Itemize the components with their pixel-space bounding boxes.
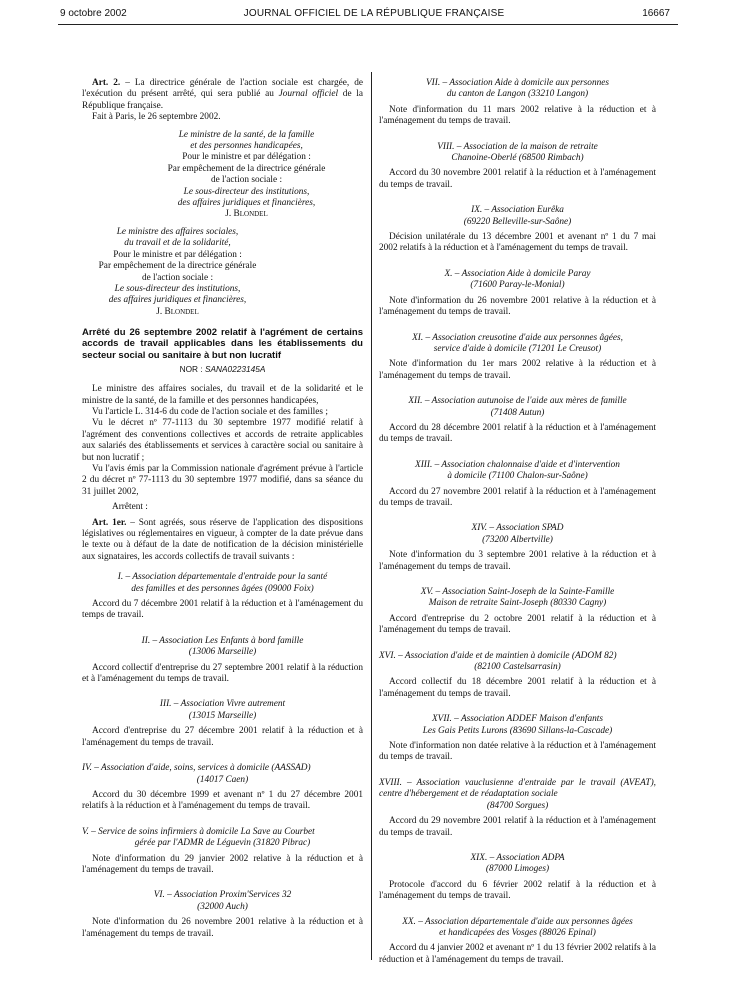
article-1-text: – Sont agréés, sous réserve de l'application des dispositions législatives ou réglementaires en vigueur, à compter de la date prévue dans le texte ou à défaut de la date de notification de la décision ministérielle aux signataires, les accords collectifs de travail suivants : — [82, 517, 363, 562]
left-entries-list — [82, 572, 363, 940]
entry-title: II. – Association Les Enfants à bord famille — [141, 635, 304, 646]
list-item — [82, 699, 363, 749]
entry-text: Accord du 4 janvier 2002 et avenant nº 1 du 13 février 2002 relatifs à la réduction et à l'aménagement du temps de travail. — [379, 943, 656, 965]
signature-block-2 — [82, 227, 273, 318]
entry-location: des familles et des personnes âgées (09000 Foix) — [131, 583, 314, 594]
entry-title: IX. – Association Eurêka — [471, 205, 564, 216]
entry-text: Note d'information du 1er mars 2002 relative à la réduction et à l'aménagement du temps de travail. — [379, 359, 656, 381]
header-rule — [58, 24, 678, 25]
entry-location: (71408 Autun) — [490, 407, 545, 418]
journal-officiel-ref: Journal officiel — [278, 89, 339, 100]
entry-title: V. – Service de soins infirmiers à domicile La Save au Courbet — [82, 826, 315, 837]
list-item — [82, 890, 363, 940]
sig1-name: J. Blondel — [225, 209, 268, 220]
entry-title: IV. – Association d'aide, soins, services à domicile (AASSAD) — [82, 763, 311, 774]
article-2-end: de la République française. — [82, 89, 363, 111]
entry-title: XX. – Association départementale d'aide aux personnes âgées — [402, 916, 633, 927]
entry-location: du canton de Langon (33210 Langon) — [446, 89, 589, 100]
list-item — [82, 827, 363, 877]
entry-text: Note d'information du 11 mars 2002 relative à la réduction et à l'aménagement du temps de travail. — [379, 104, 656, 127]
entry-text: Note d'information du 29 janvier 2002 relative à la réduction et à l'aménagement du temps de travail. — [82, 853, 363, 875]
sig2-sous-directeur-1: Le sous-directeur des institutions, — [114, 283, 241, 294]
entry-location: gérée par l'ADMR de Léguevin (31820 Pibrac) — [134, 838, 311, 849]
sig2-minister-line-1: Le ministre des affaires sociales, — [116, 226, 239, 237]
sig2-empechement-2: de l'action sociale : — [141, 272, 214, 283]
entry-location: (13006 Marseille) — [188, 647, 257, 658]
entry-text: Note d'information du 26 novembre 2001 relative à la réduction et à l'aménagement du temps de travail. — [379, 295, 656, 318]
entry-title: XVI. – Association d'aide et de maintien à domicile (ADOM 82) — [379, 650, 617, 661]
list-item — [379, 853, 656, 903]
list-item — [379, 142, 656, 192]
list-item — [379, 651, 656, 701]
entry-text: Décision unilatérale du 13 décembre 2001 et avenant nº 1 du 7 mai 2002 relatifs à la réduction et à l'aménagement du temps de travail. — [379, 232, 656, 254]
entry-location: (87000 Limoges) — [485, 864, 550, 875]
entry-title: III. – Association Vivre autrement — [159, 699, 286, 710]
sig1-empechement-1: Par empêchement de la directrice générale — [167, 163, 326, 174]
entry-text: Note d'information du 26 novembre 2001 relative à la réduction et à l'aménagement du temps de travail. — [82, 917, 363, 939]
entry-location: à domicile (71100 Chalon-sur-Saône) — [447, 471, 588, 482]
sig1-minister-line-2: et des personnes handicapées, — [190, 141, 303, 152]
sig2-pour: Pour le ministre et par délégation : — [113, 249, 242, 260]
list-item — [379, 714, 656, 764]
list-item — [82, 572, 363, 622]
entry-text: Protocole d'accord du 6 février 2002 relatif à la réduction et à l'aménagement du temps de travail. — [379, 879, 656, 902]
entry-location: Maison de retraite Saint-Joseph (80330 Cagny) — [428, 598, 607, 609]
entry-title: XIV. – Association SPAD — [471, 523, 564, 534]
header-date: 9 octobre 2002 — [60, 8, 127, 19]
entry-text: Accord collectif d'entreprise du 27 septembre 2001 relatif à la réduction et à l'aménagement du temps de travail. — [82, 662, 363, 685]
list-item — [379, 917, 656, 967]
sig1-sous-directeur-1: Le sous-directeur des institutions, — [183, 186, 310, 197]
entry-title: XV. – Association Saint-Joseph de la Sainte-Famille — [420, 587, 615, 597]
sig1-pour: Pour le ministre et par délégation : — [182, 152, 311, 163]
fait-a-paris: Fait à Paris, le 26 septembre 2002. — [92, 112, 221, 123]
spacer — [82, 318, 363, 327]
preamble-vu-1: Vu l'article L. 314-6 du code de l'action sociale et des familles ; — [92, 406, 328, 417]
arrete-title: Arrêté du 26 septembre 2002 relatif à l'agrément de certains accords de travail applicables dans les établissements du secteur social ou sanitaire à but non lucratif — [82, 327, 363, 361]
entry-title: I. – Association départementale d'entraide pour la santé — [117, 572, 328, 583]
entry-text: Accord d'entreprise du 27 décembre 2001 relatif à la réduction et à l'aménagement du temps de travail. — [82, 726, 363, 748]
entry-location: (32000 Auch) — [197, 901, 248, 912]
entry-title: XVII. – Association ADDEF Maison d'enfants — [431, 714, 604, 725]
article-2 — [82, 78, 363, 112]
column-divider — [371, 72, 372, 960]
entry-location: (84700 Sorgues) — [486, 800, 549, 811]
article-2-text: – La directrice générale de l'action sociale est chargée, de l'exécution du présent arrêté, qui sera publié au — [82, 78, 363, 100]
entry-title: X. – Association Aide à domicile Paray — [444, 268, 591, 279]
nor-reference — [82, 364, 363, 375]
article-1 — [82, 518, 363, 564]
right-column — [379, 78, 656, 980]
entry-location: (73200 Albertville) — [482, 534, 553, 545]
entry-location: (14017 Caen) — [196, 774, 249, 785]
preamble-vu-2: Vu le décret nº 77-1113 du 30 septembre 1977 modifié relatif à l'agrément des conventions collectives et accords de retraite applicables aux salariés des établissements et services à caractère social ou sanitaire à but non lucratif ; — [82, 418, 363, 463]
entry-text: Note d'information non datée relative à la réduction et à l'aménagement du temps de travail. — [379, 741, 656, 763]
entry-text: Accord du 30 novembre 2001 relatif à la réduction et à l'aménagement du temps de travail. — [379, 168, 656, 190]
entry-location: (13015 Marseille) — [188, 710, 257, 721]
article-2-label: Art. 2. — [92, 78, 121, 88]
entry-title: XII. – Association autunoise de l'aide aux mères de famille — [408, 396, 627, 407]
spacer — [82, 563, 363, 572]
list-item — [379, 78, 656, 128]
list-item — [379, 269, 656, 319]
right-entries-list — [379, 78, 656, 966]
sig2-sous-directeur-2: des affaires juridiques et financières, — [108, 295, 247, 306]
entry-title: VIII. – Association de la maison de retraite — [437, 141, 598, 152]
list-item — [379, 333, 656, 383]
page-header — [0, 0, 748, 30]
list-item — [82, 763, 363, 813]
entry-title: XVIII. – Association vauclusienne d'entraide par le travail (AVEAT), centre d'hébergement et de réadaptation sociale — [379, 777, 656, 800]
arretent: Arrêtent : — [112, 502, 148, 513]
sig2-minister-line-2: du travail et de la solidarité, — [124, 238, 231, 249]
entry-text: Accord du 27 novembre 2001 relatif à la réduction et à l'aménagement du temps de travail. — [379, 486, 656, 508]
article-1-label: Art. 1er. — [92, 517, 127, 528]
sig2-name: J. Blondel — [156, 306, 199, 317]
preamble-ministers: Le ministre des affaires sociales, du travail et de la solidarité et le ministre de la santé, de la famille et des personnes handicapées, — [82, 384, 363, 406]
entry-location: Chanoine-Oberlé (68500 Rimbach) — [451, 153, 584, 164]
list-item — [379, 205, 656, 255]
left-column — [82, 78, 363, 954]
list-item — [379, 778, 656, 839]
entry-text: Accord du 7 décembre 2001 relatif à la réduction et à l'aménagement du temps de travail. — [82, 599, 363, 621]
header-title: JOURNAL OFFICIEL DE LA RÉPUBLIQUE FRANÇAISE — [243, 8, 505, 19]
entry-text: Accord collectif du 18 décembre 2001 relatif à la réduction et à l'aménagement du temps de travail. — [379, 677, 656, 699]
list-item — [379, 587, 656, 637]
entry-location: service d'aide à domicile (71201 Le Creusot) — [433, 343, 602, 354]
entry-title: VI. – Association Proxim'Services 32 — [153, 890, 292, 901]
sig2-empechement-1: Par empêchement de la directrice générale — [98, 261, 257, 272]
list-item — [379, 523, 656, 573]
entry-text: Note d'information du 3 septembre 2001 relative à la réduction et à l'aménagement du temps de travail. — [379, 550, 656, 572]
header-page-number: 16667 — [642, 8, 670, 19]
sig1-sous-directeur-2: des affaires juridiques et financières, — [177, 198, 316, 209]
entry-location: (71600 Paray-le-Monial) — [470, 280, 565, 291]
entry-title: XIX. – Association ADPA — [470, 852, 565, 863]
spacer — [82, 375, 363, 384]
sig1-minister-line-1: Le ministre de la santé, de la famille — [178, 129, 315, 140]
entry-location: et handicapées des Vosges (88026 Epinal) — [439, 927, 596, 938]
list-item — [82, 636, 363, 686]
nor-label: NOR : — [179, 363, 205, 374]
entry-text: Accord du 29 novembre 2001 relatif à la réduction et à l'aménagement du temps de travail. — [379, 816, 656, 838]
entry-title: XI. – Association creusotine d'aide aux personnes âgées, — [412, 332, 623, 343]
sig1-empechement-2: de l'action sociale : — [210, 175, 283, 186]
entry-text: Accord du 30 décembre 1999 et avenant nº 1 du 27 décembre 2001 relatifs à la réduction et à l'aménagement du temps de travail. — [82, 789, 363, 812]
signature-block-1 — [130, 130, 363, 221]
entry-location: (69220 Belleville-sur-Saône) — [463, 216, 572, 227]
list-item — [379, 460, 656, 510]
entry-text: Accord du 28 décembre 2001 relatif à la réduction et à l'aménagement du temps de travail. — [379, 422, 656, 445]
entry-title: XIII. – Association chalonnaise d'aide et d'intervention — [415, 459, 620, 470]
entry-title: VII. – Association Aide à domicile aux personnes — [426, 78, 609, 88]
preamble-vu-3: Vu l'avis émis par la Commission nationale d'agrément prévue à l'article 2 du décret nº 77-1113 du 30 septembre 1977 modifié, dans sa séance du 31 juillet 2002, — [82, 463, 363, 497]
entry-location: Les Gais Petits Lurons (83690 Sillans-la-Cascade) — [422, 725, 613, 736]
entry-location: (82100 Castelsarrasin) — [474, 662, 561, 673]
entry-text: Accord d'entreprise du 2 octobre 2001 relatif à la réduction et à l'aménagement du temps de travail. — [379, 613, 656, 636]
list-item — [379, 396, 656, 446]
nor-code: SANA0223145A — [204, 363, 266, 374]
